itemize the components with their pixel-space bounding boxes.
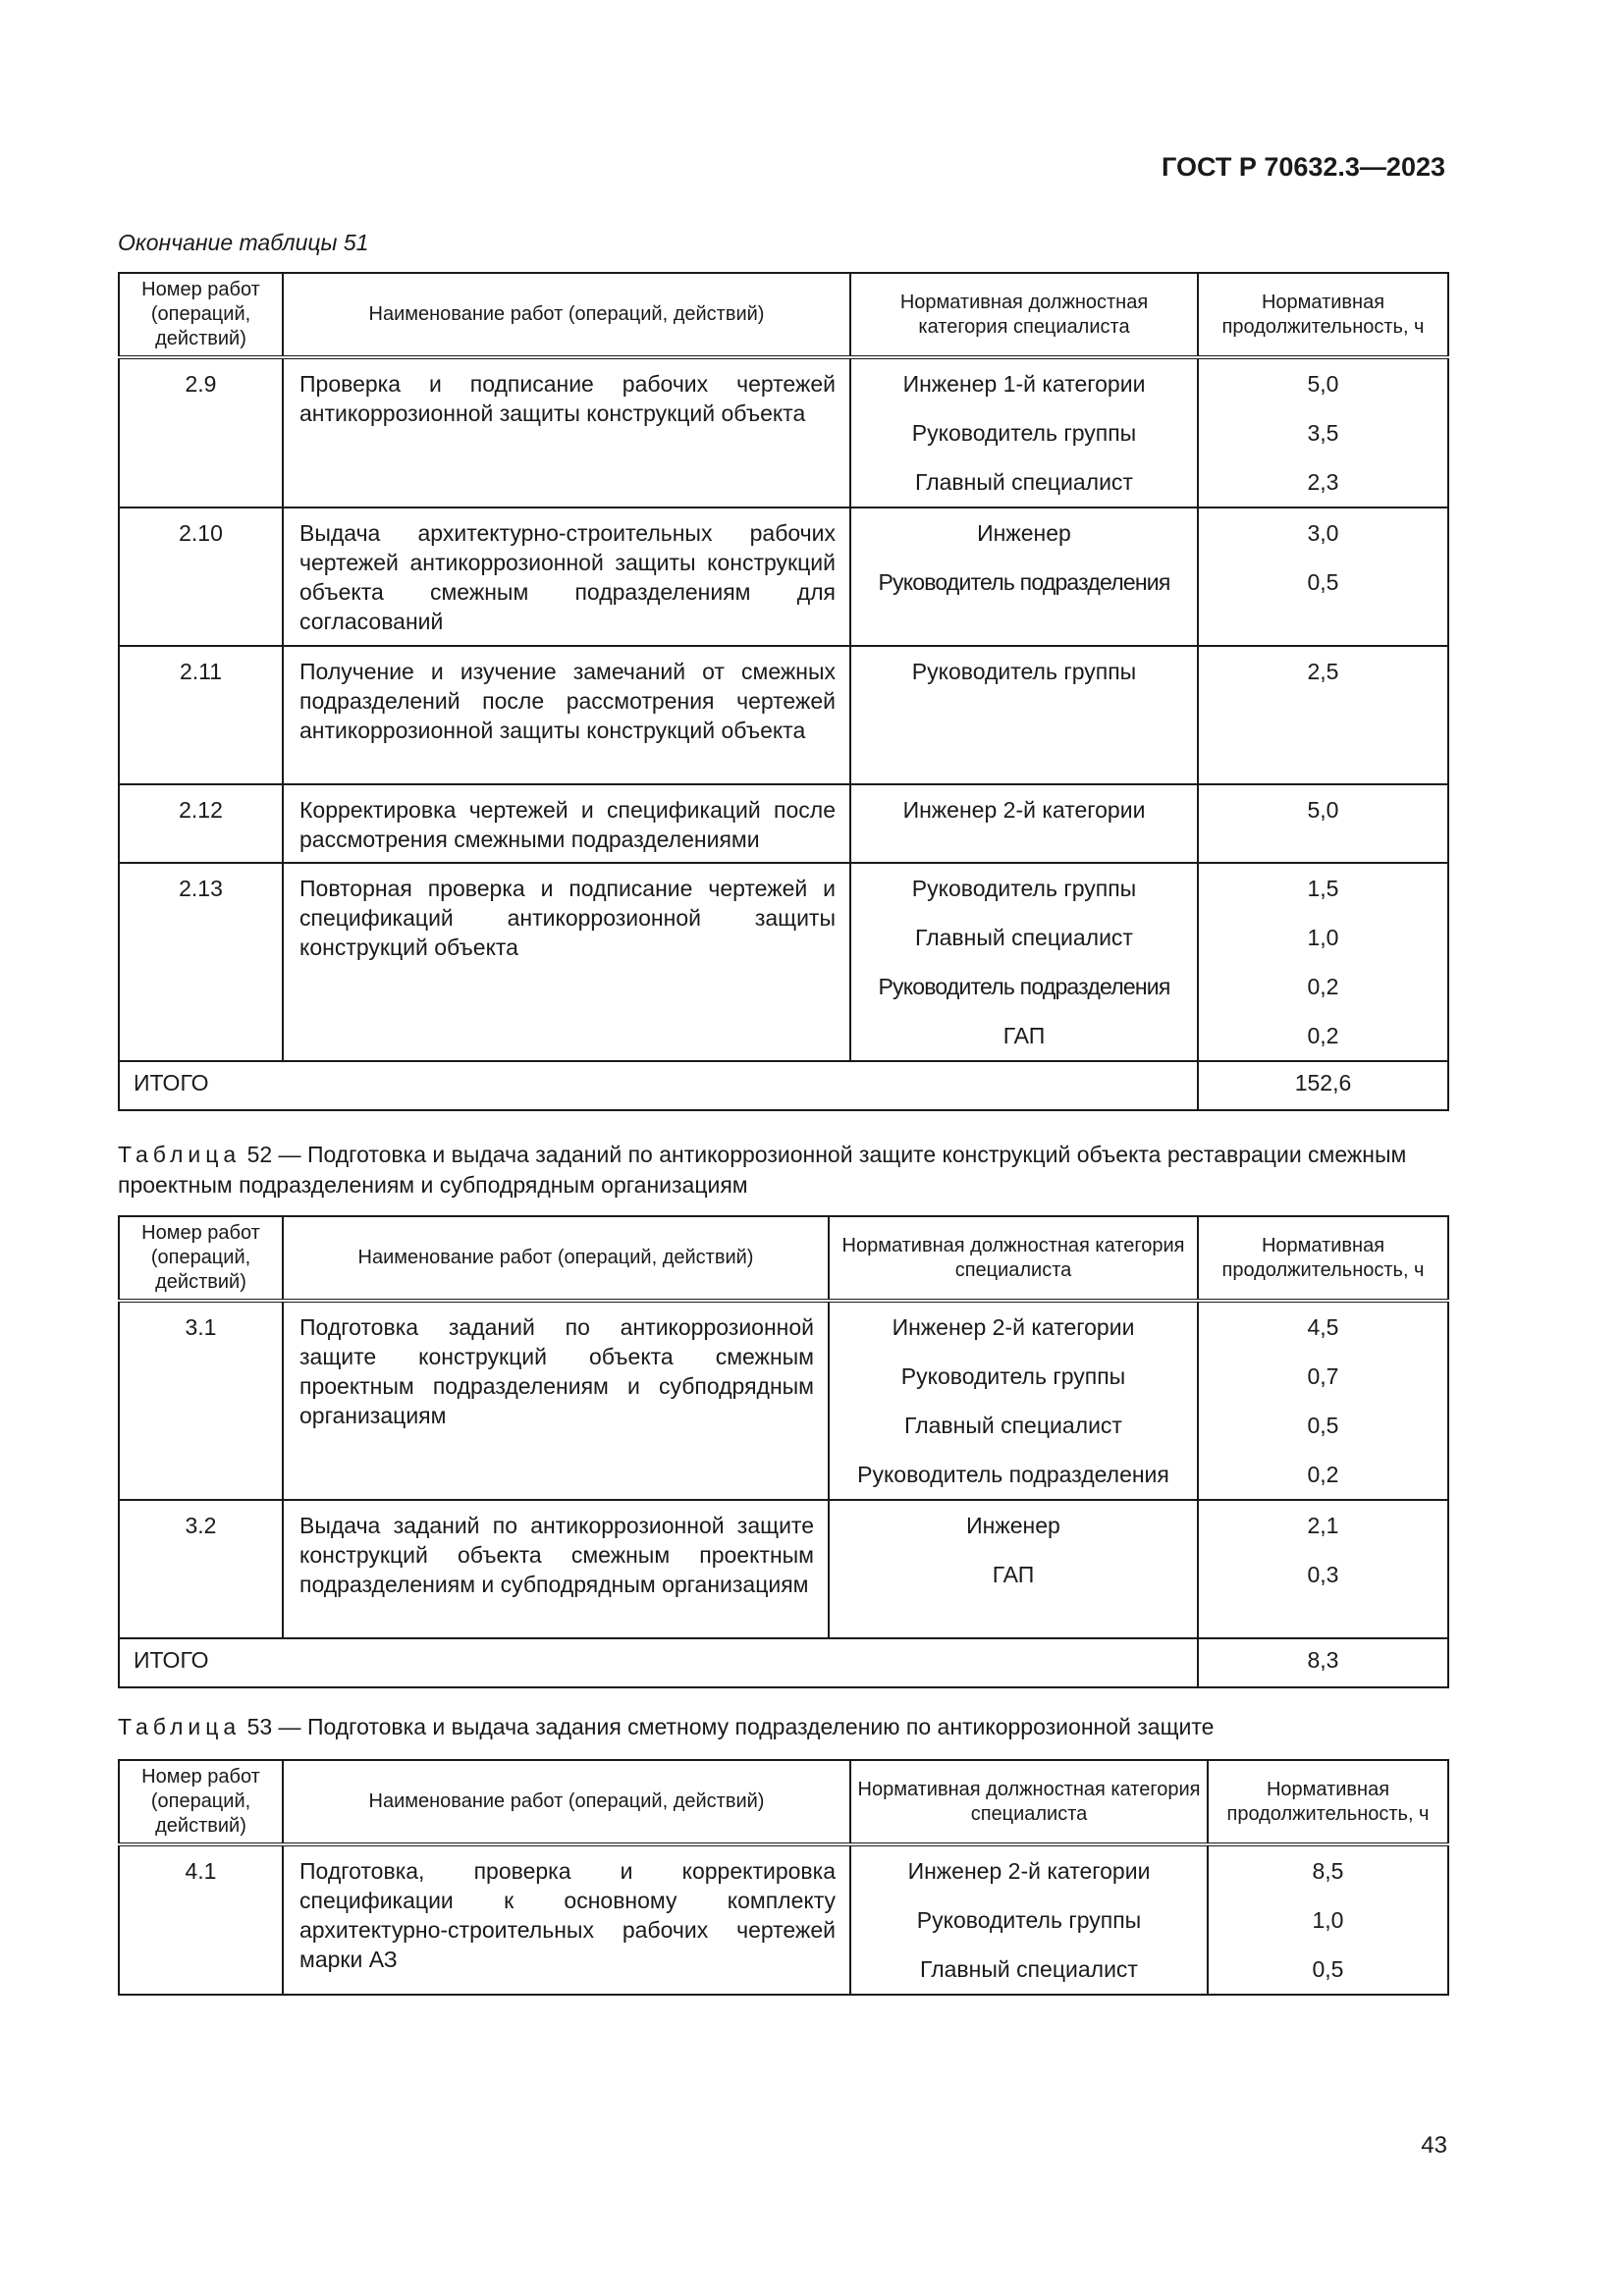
category-item: Руководитель подразделения — [878, 569, 1170, 595]
table-row — [119, 357, 1448, 507]
duration-value: 1,0 — [1307, 925, 1339, 950]
row-number: 3.2 — [119, 1500, 283, 1638]
table-51 — [118, 272, 1449, 1111]
column-header-number: Номер работ (операций, действий) — [119, 273, 283, 357]
duration-value: 0,5 — [1307, 569, 1339, 595]
caption-text: 52 — Подготовка и выдача заданий по антикоррозионной защите конструкций объекта реставрации смежным проектным подразделениям и субподрядным организациям — [118, 1142, 1407, 1198]
table-53-caption — [118, 1712, 1447, 1742]
table-row — [119, 507, 1448, 646]
table-53 — [118, 1759, 1449, 1996]
caption-prefix: Таблица — [118, 1714, 242, 1739]
column-header-name: Наименование работ (операций, действий) — [283, 273, 850, 357]
duration-value: 1,0 — [1312, 1907, 1344, 1933]
duration-value: 3,5 — [1307, 420, 1339, 446]
row-name: Выдача заданий по антикоррозионной защите конструкций объекта смежным проектным подразделениям и субподрядным организациям — [283, 1500, 829, 1638]
duration-value: 0,2 — [1307, 974, 1339, 999]
table-row — [119, 1301, 1448, 1500]
row-categories — [850, 507, 1198, 646]
row-durations — [1198, 646, 1448, 784]
total-label: ИТОГО — [119, 1638, 1198, 1687]
duration-value: 0,3 — [1307, 1562, 1339, 1587]
category-item: ГАП — [1002, 1023, 1046, 1048]
row-categories — [850, 863, 1198, 1061]
row-number: 4.1 — [119, 1844, 283, 1995]
row-name: Проверка и подписание рабочих чертежей антикоррозионной защиты конструкций объекта — [283, 357, 850, 507]
total-value: 8,3 — [1198, 1638, 1448, 1687]
table-row — [119, 863, 1448, 1061]
total-label: ИТОГО — [119, 1061, 1198, 1110]
row-number: 2.12 — [119, 784, 283, 863]
total-value: 152,6 — [1198, 1061, 1448, 1110]
row-name: Подготовка, проверка и корректировка спецификации к основному комплекту архитектурно-строительных рабочих чертежей марки АЗ — [283, 1844, 850, 1995]
duration-value: 2,1 — [1307, 1513, 1339, 1538]
category-item: Инженер 2-й категории — [892, 1314, 1135, 1340]
row-name: Получение и изучение замечаний от смежных подразделений после рассмотрения чертежей антикоррозионной защиты конструкций объекта — [283, 646, 850, 784]
row-number: 2.13 — [119, 863, 283, 1061]
category-item: Инженер 2-й категории — [907, 1858, 1151, 1884]
row-durations — [1208, 1844, 1448, 1995]
column-header-category: Нормативная должностная категория специалиста — [829, 1216, 1198, 1301]
table-51-caption: Окончание таблицы 51 — [118, 230, 369, 255]
page-number: 43 — [1421, 2132, 1447, 2159]
category-item: Руководитель группы — [911, 659, 1137, 684]
row-categories — [850, 646, 1198, 784]
row-number: 2.10 — [119, 507, 283, 646]
table-row — [119, 784, 1448, 863]
category-item: Руководитель группы — [911, 420, 1137, 446]
table-row — [119, 1500, 1448, 1638]
total-row — [119, 1638, 1448, 1687]
duration-value: 5,0 — [1307, 371, 1339, 397]
table-52-caption — [118, 1140, 1447, 1201]
row-name: Выдача архитектурно-строительных рабочих чертежей антикоррозионной защиты конструкций объекта смежным подразделениям для согласований — [283, 507, 850, 646]
table-row — [119, 646, 1448, 784]
category-item: Руководитель подразделения — [878, 974, 1170, 999]
column-header-number: Номер работ (операций, действий) — [119, 1216, 283, 1301]
row-categories — [850, 1844, 1208, 1995]
row-number: 3.1 — [119, 1301, 283, 1500]
column-header-duration: Нормативная продолжительность, ч — [1198, 1216, 1448, 1301]
category-item: Руководитель подразделения — [857, 1462, 1169, 1487]
duration-value: 2,5 — [1307, 659, 1339, 684]
duration-value: 0,7 — [1307, 1363, 1339, 1389]
duration-value: 2,3 — [1307, 469, 1339, 495]
duration-value: 3,0 — [1307, 520, 1339, 546]
category-item: Главный специалист — [915, 469, 1133, 495]
caption-text: 53 — Подготовка и выдача задания сметному подразделению по антикоррозионной защите — [246, 1714, 1215, 1739]
category-item: Главный специалист — [904, 1413, 1122, 1438]
row-durations — [1198, 1301, 1448, 1500]
row-durations — [1198, 1500, 1448, 1638]
duration-value: 0,5 — [1312, 1956, 1344, 1982]
total-row — [119, 1061, 1448, 1110]
caption-prefix: Таблица — [118, 1142, 242, 1167]
duration-value: 1,5 — [1307, 876, 1339, 901]
category-item: Инженер — [966, 1513, 1060, 1538]
row-categories — [850, 784, 1198, 863]
column-header-duration: Нормативная продолжительность, ч — [1198, 273, 1448, 357]
category-item: Инженер 1-й категории — [902, 371, 1146, 397]
category-item: Руководитель группы — [911, 876, 1137, 901]
row-categories — [829, 1500, 1198, 1638]
document-code: ГОСТ Р 70632.3—2023 — [1162, 152, 1445, 182]
duration-value: 5,0 — [1307, 797, 1339, 823]
duration-value: 0,2 — [1307, 1462, 1339, 1487]
category-item: ГАП — [992, 1562, 1035, 1587]
row-durations — [1198, 863, 1448, 1061]
column-header-category: Нормативная должностная категория специалиста — [850, 273, 1198, 357]
column-header-name: Наименование работ (операций, действий) — [283, 1216, 829, 1301]
column-header-duration: Нормативная продолжительность, ч — [1208, 1760, 1448, 1844]
row-number: 2.11 — [119, 646, 283, 784]
table-52 — [118, 1215, 1449, 1688]
category-item: Инженер 2-й категории — [902, 797, 1146, 823]
column-header-name: Наименование работ (операций, действий) — [283, 1760, 850, 1844]
row-durations — [1198, 507, 1448, 646]
column-header-category: Нормативная должностная категория специалиста — [850, 1760, 1208, 1844]
row-name: Корректировка чертежей и спецификаций после рассмотрения смежными подразделениями — [283, 784, 850, 863]
row-categories — [850, 357, 1198, 507]
row-categories — [829, 1301, 1198, 1500]
duration-value: 0,5 — [1307, 1413, 1339, 1438]
table-row — [119, 1844, 1448, 1995]
row-number: 2.9 — [119, 357, 283, 507]
duration-value: 4,5 — [1307, 1314, 1339, 1340]
row-durations — [1198, 357, 1448, 507]
category-item: Руководитель группы — [916, 1907, 1142, 1933]
row-name: Повторная проверка и подписание чертежей и спецификаций антикоррозионной защиты конструкций объекта — [283, 863, 850, 1061]
column-header-number: Номер работ (операций, действий) — [119, 1760, 283, 1844]
category-item: Инженер — [977, 520, 1071, 546]
row-name: Подготовка заданий по антикоррозионной защите конструкций объекта смежным проектным подразделениям и субподрядным организациям — [283, 1301, 829, 1500]
category-item: Главный специалист — [915, 925, 1133, 950]
duration-value: 0,2 — [1307, 1023, 1339, 1048]
category-item: Главный специалист — [920, 1956, 1138, 1982]
duration-value: 8,5 — [1312, 1858, 1344, 1884]
category-item: Руководитель группы — [900, 1363, 1126, 1389]
row-durations — [1198, 784, 1448, 863]
